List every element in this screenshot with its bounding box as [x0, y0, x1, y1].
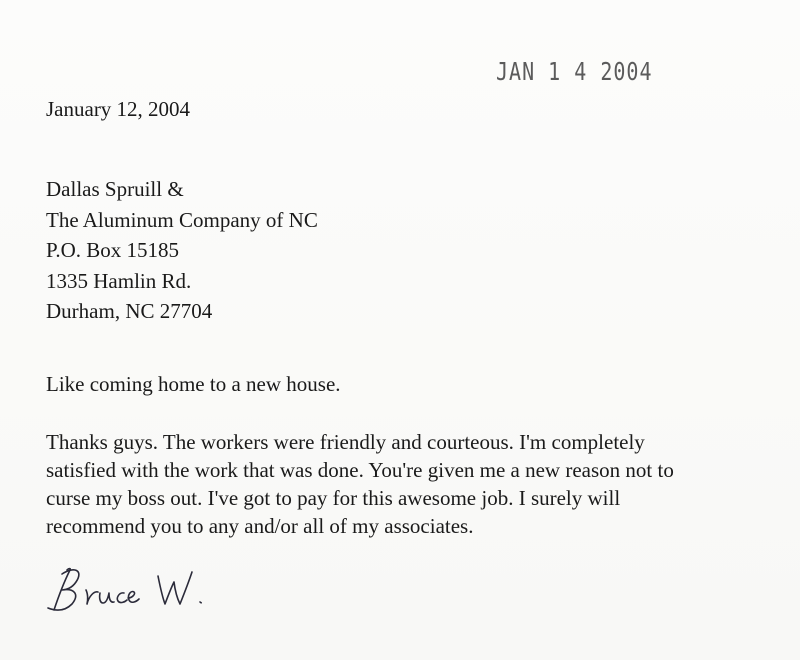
received-date-stamp: JAN 1 4 2004	[496, 56, 653, 86]
body-line: satisfied with the work that was done. You're given me a new reason not to	[46, 458, 674, 482]
body-line: Thanks guys. The workers were friendly and courteous. I'm completely	[46, 430, 645, 454]
address-line: Dallas Spruill &	[46, 177, 184, 201]
letter-body	[46, 428, 766, 540]
letter-headline: Like coming home to a new house.	[46, 372, 341, 396]
recipient-address	[46, 174, 318, 327]
address-line: P.O. Box 15185	[46, 238, 180, 262]
body-line: recommend you to any and/or all of my associates.	[46, 514, 474, 538]
handwritten-signature	[40, 560, 230, 620]
address-line: Durham, NC 27704	[46, 299, 213, 323]
address-line: The Aluminum Company of NC	[46, 207, 318, 232]
body-line: curse my boss out. I've got to pay for this awesome job. I surely will	[46, 486, 621, 510]
letter-date: January 12, 2004	[46, 97, 191, 121]
address-line: 1335 Hamlin Rd.	[46, 268, 192, 293]
